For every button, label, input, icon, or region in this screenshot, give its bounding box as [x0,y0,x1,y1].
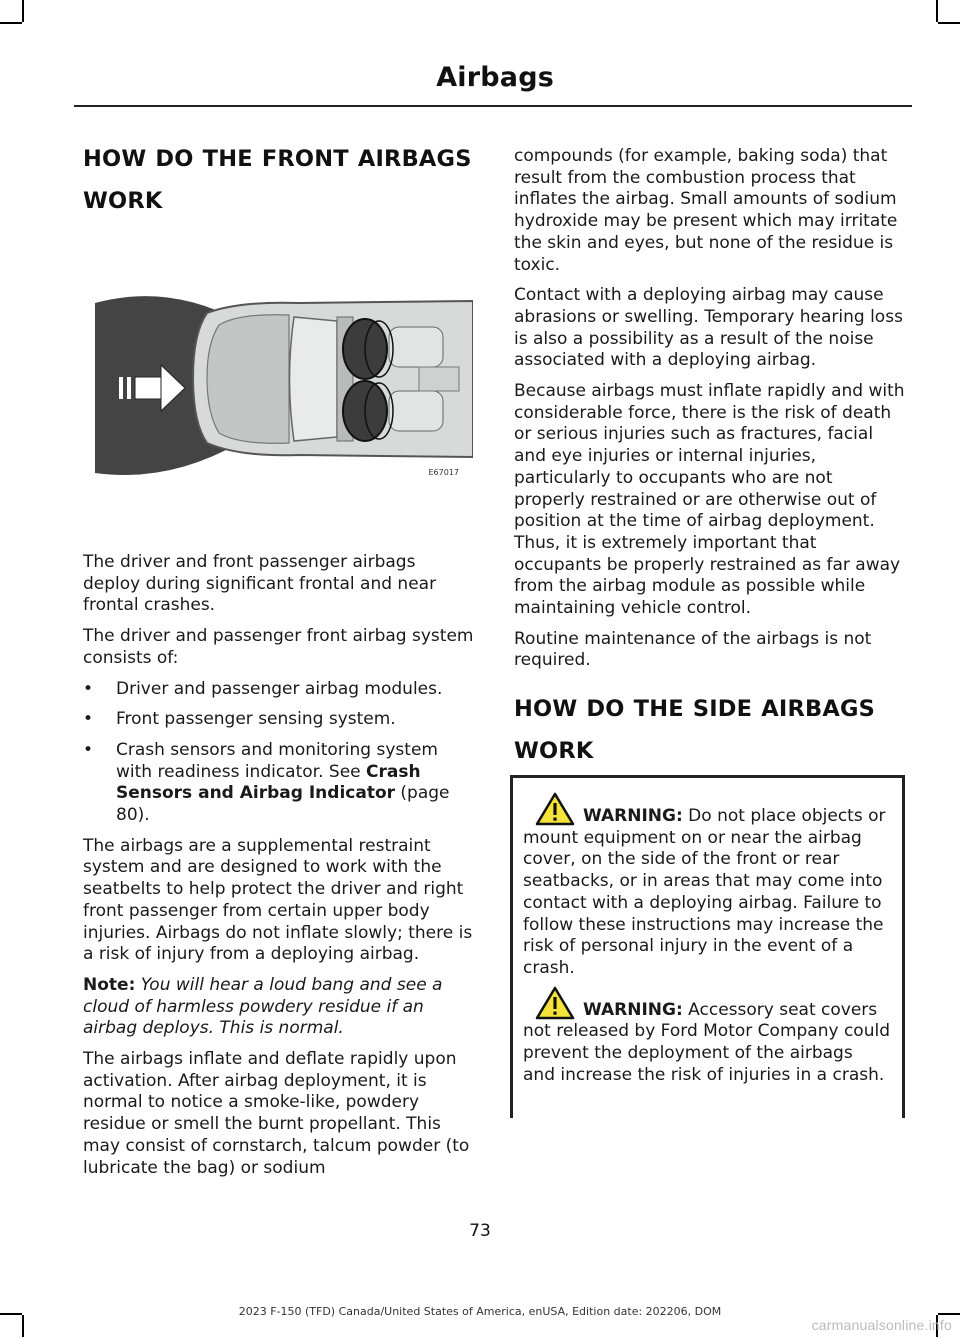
maintenance-paragraph: Routine maintenance of the airbags is not required. [514,628,872,671]
system-consists-paragraph: The driver and passenger front airbag system consists of: [83,626,474,668]
edition-footer: 2023 F-150 (TFD) Canada/United States of America, enUSA, Edition date: 202206, DOM [238,1305,722,1318]
figure-code: E67017 [428,468,459,477]
front-airbag-illustration-icon [89,273,473,483]
list-item [83,709,478,731]
crop-mark [22,1315,24,1337]
vehicle-hood [207,315,289,444]
list-item [83,679,478,701]
front-airbags-heading [83,142,478,226]
center-console [419,367,459,391]
note-label: Note: [83,974,136,995]
crop-mark [938,22,960,24]
residue-paragraph: compounds (for example, baking soda) that result from the combustion process that inflates the airbag. Small amounts of sodium hydroxide may be present which may irritate the skin and eyes, but none of the residue is toxic. [514,146,898,275]
inflate-deflate-paragraph: The airbags inflate and deflate rapidly upon activation. After airbag deployment, it is normal to notice a smoke-like, powdery residue or smell the burnt propellant. This may consist of cornstarch, talcum powder (to lubricate the bag) or sodium [83,1049,470,1178]
passenger-seat [389,327,443,367]
header-divider [74,105,912,107]
side-airbags-heading [514,692,908,776]
page-reference: (page 80). [116,783,450,826]
page-title: Airbags [436,62,554,93]
right-column [514,146,908,778]
warning-triangle-icon [535,792,575,826]
supplemental-restraint-paragraph: The airbags are a supplemental restraint system and are designed to work with the seatbelts to help protect the driver and right front passenger from certain upper body injuries. Airbags do not inflate slowly; there is a risk of injury from a deploying airbag. [83,835,473,965]
list-item-text: Driver and passenger airbag modules. [116,678,443,699]
windshield [290,317,338,441]
warning-label: WARNING: [583,999,683,1020]
note-paragraph [83,975,478,1040]
list-item-text: Crash sensors and monitoring system with readiness indicator. See [116,739,438,782]
warning-triangle-icon [535,986,575,1020]
front-airbags-heading-line-1: HOW DO THE FRONT AIRBAGS [83,146,472,172]
warning-item [513,980,902,1087]
warning-label: WARNING: [583,806,683,826]
force-risk-paragraph: Because airbags must inflate rapidly and with considerable force, there is the risk of death or serious injuries such as fractures, facial and eye injuries or internal injuries, particularly to occupants who are not properly restrained or are otherwise out of position at the time of airbag deployment. Thus, it is extremely important that occupants be properly restrained as far away from the airbag module as possible while maintaining vehicle control. [514,381,905,619]
warning-text: Accessory seat covers not released by Ford Motor Company could prevent the deployment of the airbags and increase the risk of injuries in a crash. [523,999,890,1085]
crop-mark [0,22,22,24]
list-item-text: Front passenger sensing system. [116,709,396,730]
left-column [83,142,478,1188]
front-airbags-heading-line-2: WORK [83,188,163,214]
crash-sensors-reference-link[interactable]: Crash Sensors and Airbag Indicator [116,761,421,804]
system-components-list [83,679,478,827]
warning-box [510,775,905,1118]
warning-text: Do not place objects or mount equipment on or near the airbag cover, on the side of the front or rear seatbacks, or in areas that may come into contact with a deploying airbag. Failure to follow these instructions may increase the risk of personal injury in the event of a crash. [523,806,886,978]
crop-mark [22,0,24,22]
list-item [83,740,478,827]
page-number: 73 [469,1221,491,1241]
warning-item [513,778,902,980]
front-airbag-illustration [89,273,473,483]
contact-paragraph: Contact with a deploying airbag may cause abrasions or swelling. Temporary hearing loss is also a possibility as a result of the noise associated with a deploying airbag. [514,285,903,371]
side-airbags-heading-line-1: HOW DO THE SIDE AIRBAGS [514,696,876,723]
front-intro-paragraph: The driver and front passenger airbags deploy during significant frontal and near frontal crashes. [83,552,437,616]
note-text: You will hear a loud bang and see a cloud of harmless powdery residue if an airbag deploys. This is normal. [83,974,443,1039]
watermark: carmanualsonline.info [811,1317,952,1333]
driver-seat [389,391,443,431]
crop-mark [936,0,938,22]
side-airbags-heading-line-2: WORK [514,738,594,765]
